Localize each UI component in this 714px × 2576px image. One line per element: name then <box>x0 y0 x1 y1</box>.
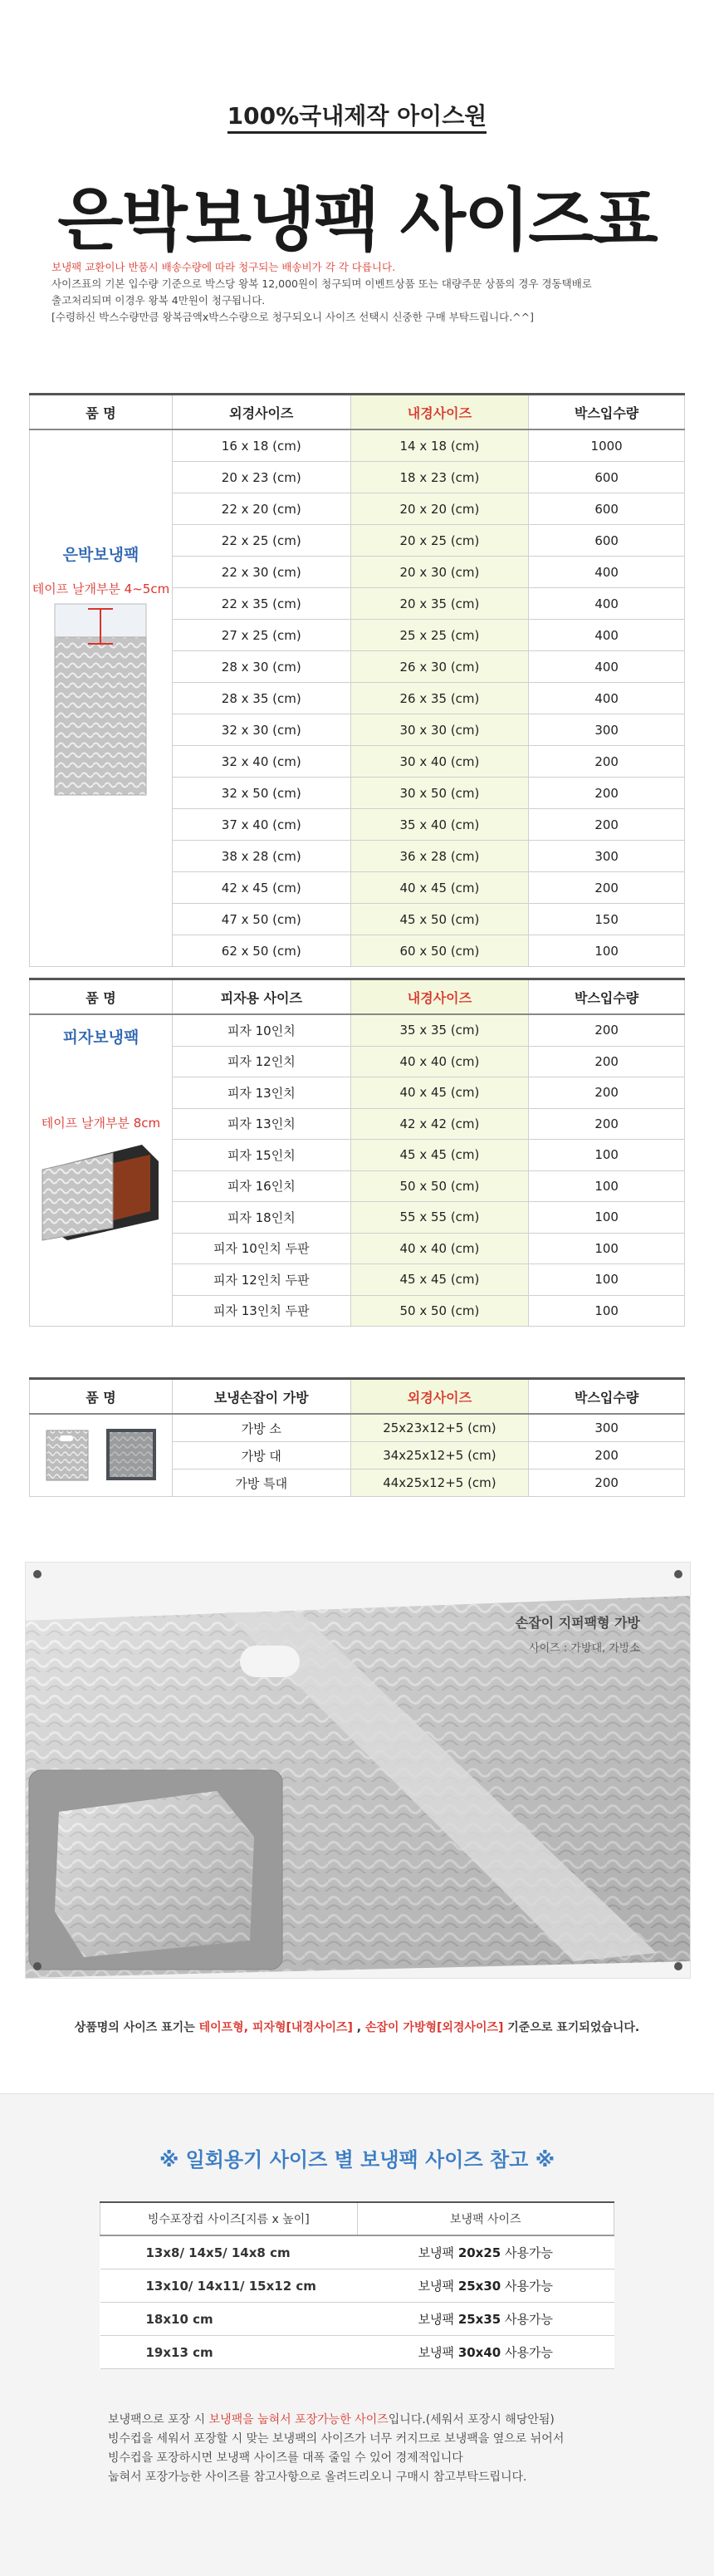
inner-size-cell: 14 x 18 (cm) <box>350 429 529 462</box>
box-qty-cell: 200 <box>529 1046 685 1077</box>
caption-tape-pizza: 테이프형, 피자형[내경사이즈] <box>198 2021 353 2034</box>
box-qty-cell: 1000 <box>529 429 685 462</box>
inner-size-cell: 45 x 50 (cm) <box>350 904 529 935</box>
box-qty-cell: 100 <box>529 1170 685 1202</box>
box-qty-cell: 200 <box>529 778 685 809</box>
note-line-1: 보냉팩 교환이나 반품시 배송수량에 따라 청구되는 배송비가 각 각 다릅니다. <box>51 261 396 273</box>
tape-label: 테이프 날개부분 8cm <box>41 1116 161 1131</box>
box-qty-cell: 400 <box>529 557 685 588</box>
product-name: 피자보냉팩 <box>62 1028 139 1047</box>
pack-size-value: 30x40 <box>457 2345 501 2360</box>
silver-pack-size-table <box>29 393 685 967</box>
box-qty-cell: 100 <box>529 1202 685 1234</box>
box-qty-cell: 100 <box>529 1264 685 1296</box>
box-qty-cell: 100 <box>529 935 685 967</box>
outer-size-cell: 16 x 18 (cm) <box>172 429 350 462</box>
header-box-qty: 박스입수량 <box>529 395 685 430</box>
inner-size-cell: 26 x 35 (cm) <box>350 683 529 714</box>
pack-size-value: 25x30 <box>457 2279 501 2294</box>
outer-size-cell: 32 x 50 (cm) <box>172 778 350 809</box>
bag-type-cell: 가방 특대 <box>172 1470 350 1497</box>
inner-size-cell: 45 x 45 (cm) <box>350 1264 529 1296</box>
table-row <box>100 2303 614 2336</box>
outer-size-cell: 42 x 45 (cm) <box>172 872 350 904</box>
cup-size-cell: 13x10/ 14x11/ 15x12 cm <box>100 2269 358 2303</box>
photo-sizes: 사이즈 : 가방대, 가방소 <box>529 1642 640 1655</box>
caption-pre: 상품명의 사이즈 표기는 <box>74 2021 199 2034</box>
product-cell <box>30 1414 173 1497</box>
table-row <box>30 429 685 462</box>
outer-size-cell: 28 x 30 (cm) <box>172 651 350 683</box>
outer-size-cell: 62 x 50 (cm) <box>172 935 350 967</box>
bag-type-cell: 가방 소 <box>172 1414 350 1442</box>
pack-size-cell <box>357 2269 614 2303</box>
box-qty-cell: 200 <box>529 1014 685 1046</box>
inner-size-cell: 40 x 40 (cm) <box>350 1046 529 1077</box>
pizza-size-cell: 피자 16인치 <box>172 1170 350 1202</box>
outer-size-cell: 22 x 20 (cm) <box>172 493 350 525</box>
subtitle-text: 100%국내제작 아이스원 <box>227 102 487 134</box>
outer-size-cell: 38 x 28 (cm) <box>172 841 350 872</box>
header-inner-size: 내경사이즈 <box>350 395 529 430</box>
cup-note-2: 빙수컵을 세워서 포장할 시 맞는 보냉팩의 사이즈가 너무 커지므로 보냉팩을 옆으로 뉘어서 <box>108 2432 565 2446</box>
product-cell <box>30 429 173 967</box>
inner-size-cell: 42 x 42 (cm) <box>350 1108 529 1140</box>
box-qty-cell: 200 <box>529 872 685 904</box>
inner-size-cell: 20 x 35 (cm) <box>350 588 529 620</box>
cup-note-4: 눕혀서 포장가능한 사이즈를 참고사항으로 올려드리오니 구매시 참고부탁드립니다. <box>108 2471 527 2484</box>
outer-size-cell: 25x23x12+5 (cm) <box>350 1414 529 1442</box>
box-qty-cell: 150 <box>529 904 685 935</box>
caption-post: 기준으로 표기되었습니다. <box>503 2021 640 2034</box>
box-qty-cell: 100 <box>529 1140 685 1171</box>
outer-size-cell: 27 x 25 (cm) <box>172 620 350 651</box>
outer-size-cell: 22 x 30 (cm) <box>172 557 350 588</box>
pizza-pack-size-table <box>29 978 685 1327</box>
inner-size-cell: 30 x 30 (cm) <box>350 714 529 746</box>
inner-size-cell: 30 x 40 (cm) <box>350 746 529 778</box>
inner-size-cell: 60 x 50 (cm) <box>350 935 529 967</box>
bag-type-cell: 가방 대 <box>172 1442 350 1470</box>
caption-handle-bag: 손잡이 가방형[외경사이즈] <box>364 2021 504 2034</box>
inner-size-cell: 35 x 35 (cm) <box>350 1014 529 1046</box>
outer-size-cell: 28 x 35 (cm) <box>172 683 350 714</box>
caption-mid: , <box>352 2021 365 2034</box>
handle-bag-image <box>30 1420 172 1490</box>
pizza-size-cell: 피자 15인치 <box>172 1140 350 1171</box>
inner-size-cell: 40 x 45 (cm) <box>350 872 529 904</box>
cup-note-1-pre: 보냉팩으로 포장 시 <box>108 2413 209 2426</box>
cup-note-1 <box>108 2411 639 2430</box>
size-basis-caption <box>0 2019 714 2035</box>
pizza-size-cell: 피자 13인치 <box>172 1108 350 1140</box>
outer-size-cell: 37 x 40 (cm) <box>172 809 350 841</box>
box-qty-cell: 300 <box>529 1414 685 1442</box>
box-qty-cell: 200 <box>529 1470 685 1497</box>
table-row <box>100 2269 614 2303</box>
outer-size-cell: 34x25x12+5 (cm) <box>350 1442 529 1470</box>
photo-title: 손잡이 지퍼팩형 가방 <box>515 1615 640 1631</box>
outer-size-cell: 44x25x12+5 (cm) <box>350 1470 529 1497</box>
product-cell <box>30 1014 173 1327</box>
outer-size-cell: 32 x 30 (cm) <box>172 714 350 746</box>
box-qty-cell: 100 <box>529 1233 685 1264</box>
box-qty-cell: 100 <box>529 1295 685 1327</box>
header-pizza-size: 피자용 사이즈 <box>172 979 350 1015</box>
table-row <box>30 1414 685 1442</box>
box-qty-cell: 200 <box>529 746 685 778</box>
outer-size-cell: 47 x 50 (cm) <box>172 904 350 935</box>
pizza-size-cell: 피자 13인치 <box>172 1077 350 1109</box>
header-product: 품 명 <box>30 1379 173 1415</box>
box-qty-cell: 200 <box>529 809 685 841</box>
cup-size-cell: 13x8/ 14x5/ 14x8 cm <box>100 2235 358 2269</box>
silver-pack-image <box>30 601 172 803</box>
box-qty-cell: 400 <box>529 620 685 651</box>
inner-size-cell: 30 x 50 (cm) <box>350 778 529 809</box>
pack-suffix: 사용가능 <box>501 2345 553 2360</box>
pizza-pack-image <box>30 1136 172 1248</box>
inner-size-cell: 20 x 30 (cm) <box>350 557 529 588</box>
box-qty-cell: 200 <box>529 1108 685 1140</box>
note-line-2: 사이즈표의 기본 입수량 기준으로 박스당 왕복 12,000원이 청구되며 이벤트상품 또는 대량주문 상품의 경우 경동택배로 <box>51 277 592 290</box>
cup-size-table <box>100 2201 614 2369</box>
page-subtitle <box>0 98 714 131</box>
header-cup-size: 빙수포장컵 사이즈[지름 x 높이] <box>100 2202 358 2235</box>
header-product: 품 명 <box>30 395 173 430</box>
pack-prefix: 보냉팩 <box>418 2345 458 2360</box>
cup-notes <box>108 2411 639 2487</box>
cup-size-cell: 19x13 cm <box>100 2336 358 2369</box>
product-name: 은박보냉팩 <box>62 546 139 564</box>
pack-size-cell <box>357 2336 614 2369</box>
pack-size-cell <box>357 2303 614 2336</box>
table-row <box>100 2235 614 2269</box>
outer-size-cell: 20 x 23 (cm) <box>172 462 350 493</box>
box-qty-cell: 400 <box>529 651 685 683</box>
inner-size-cell: 50 x 50 (cm) <box>350 1170 529 1202</box>
tape-label: 테이프 날개부분 4~5cm <box>32 581 170 596</box>
pizza-size-cell: 피자 12인치 <box>172 1046 350 1077</box>
box-qty-cell: 600 <box>529 462 685 493</box>
handle-bag-photo <box>25 1562 691 1979</box>
outer-size-cell: 32 x 40 (cm) <box>172 746 350 778</box>
inner-size-cell: 45 x 45 (cm) <box>350 1140 529 1171</box>
header-inner-size: 내경사이즈 <box>350 979 529 1015</box>
box-qty-cell: 600 <box>529 525 685 557</box>
header-bag: 보냉손잡이 가방 <box>172 1379 350 1415</box>
inner-size-cell: 36 x 28 (cm) <box>350 841 529 872</box>
box-qty-cell: 200 <box>529 1077 685 1109</box>
box-qty-cell: 300 <box>529 714 685 746</box>
shipping-notes <box>51 259 682 326</box>
pizza-size-cell: 피자 10인치 <box>172 1014 350 1046</box>
header-pack-size: 보냉팩 사이즈 <box>357 2202 614 2235</box>
cup-note-3: 빙수컵을 포장하시면 보냉팩 사이즈를 대폭 줄일 수 있어 경제적입니다 <box>108 2451 463 2465</box>
inner-size-cell: 40 x 40 (cm) <box>350 1233 529 1264</box>
inner-size-cell: 18 x 23 (cm) <box>350 462 529 493</box>
header-outer-size: 외경사이즈 <box>172 395 350 430</box>
table-row <box>100 2336 614 2369</box>
cup-size-cell: 18x10 cm <box>100 2303 358 2336</box>
inner-size-cell: 20 x 20 (cm) <box>350 493 529 525</box>
box-qty-cell: 600 <box>529 493 685 525</box>
outer-size-cell: 22 x 35 (cm) <box>172 588 350 620</box>
handle-bag-size-table <box>29 1377 685 1497</box>
cup-reference-title: ※ 일회용기 사이즈 별 보냉팩 사이즈 참고 ※ <box>159 2148 555 2171</box>
table-row <box>30 1014 685 1046</box>
inner-size-cell: 20 x 25 (cm) <box>350 525 529 557</box>
header-box-qty: 박스입수량 <box>529 979 685 1015</box>
inner-size-cell: 26 x 30 (cm) <box>350 651 529 683</box>
header-outer-size: 외경사이즈 <box>350 1379 529 1415</box>
inner-size-cell: 35 x 40 (cm) <box>350 809 529 841</box>
header-product: 품 명 <box>30 979 173 1015</box>
note-line-4: [수령하신 박스수량만큼 왕복금액x박스수량으로 청구되오니 사이즈 선택시 신중한 구매 부탁드립니다.^^] <box>51 311 535 323</box>
cup-note-1-post: 입니다.(세워서 포장시 해당안됨) <box>388 2413 555 2426</box>
box-qty-cell: 400 <box>529 588 685 620</box>
inner-size-cell: 55 x 55 (cm) <box>350 1202 529 1234</box>
box-qty-cell: 200 <box>529 1442 685 1470</box>
pizza-size-cell: 피자 18인치 <box>172 1202 350 1234</box>
header-box-qty: 박스입수량 <box>529 1379 685 1415</box>
pizza-size-cell: 피자 12인치 두판 <box>172 1264 350 1296</box>
pack-prefix: 보냉팩 <box>418 2312 458 2327</box>
inner-size-cell: 50 x 50 (cm) <box>350 1295 529 1327</box>
pizza-size-cell: 피자 10인치 두판 <box>172 1233 350 1264</box>
box-qty-cell: 300 <box>529 841 685 872</box>
pack-prefix: 보냉팩 <box>418 2279 458 2294</box>
cup-note-1-red: 보냉팩을 눕혀서 포장가능한 사이즈 <box>208 2413 389 2426</box>
pack-prefix: 보냉팩 <box>418 2245 458 2260</box>
box-qty-cell: 400 <box>529 683 685 714</box>
pack-suffix: 사용가능 <box>501 2279 553 2294</box>
inner-size-cell: 40 x 45 (cm) <box>350 1077 529 1109</box>
pack-size-value: 20x25 <box>457 2245 501 2260</box>
pack-size-cell <box>357 2235 614 2269</box>
note-line-3: 출고처리되며 이경우 왕복 4만원이 청구됩니다. <box>51 294 266 307</box>
pack-suffix: 사용가능 <box>501 2245 553 2260</box>
pack-size-value: 25x35 <box>457 2312 501 2327</box>
pack-suffix: 사용가능 <box>501 2312 553 2327</box>
page-title: 은박보냉팩 사이즈표 <box>57 181 657 260</box>
pizza-size-cell: 피자 13인치 두판 <box>172 1295 350 1327</box>
inner-size-cell: 25 x 25 (cm) <box>350 620 529 651</box>
outer-size-cell: 22 x 25 (cm) <box>172 525 350 557</box>
